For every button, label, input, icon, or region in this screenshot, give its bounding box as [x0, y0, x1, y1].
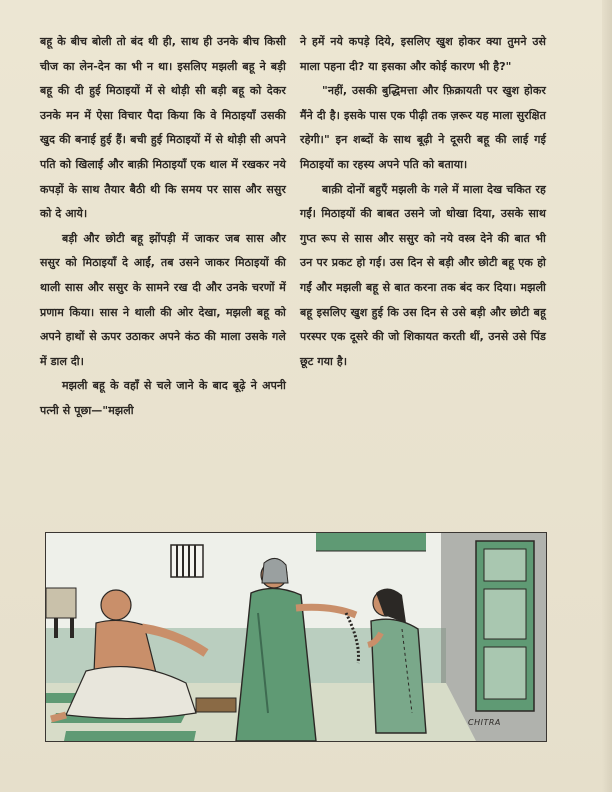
right-paragraph-2: "नहीं, उसकी बुद्धिमत्ता और फ़िक्रायती पर खुश होकर मैंने दी है। इसके पास एक पीढ़ी तक ज़रूर यह माला सुरक्षित रहेगी।" इन शब्दों के साथ बूढ़ी ने दूसरी बहू की लाई गई मिठाइयों का रहस्य अपने पति को बताया। — [300, 84, 546, 171]
right-paragraph-1: ने हमें नये कपड़े दिये, इसलिए खुश होकर क्या तुमने उसे माला पहना दी? या इसका और कोई कारण भी है?" — [300, 35, 546, 73]
page-edge — [602, 0, 612, 792]
illustration-drawing — [46, 533, 546, 741]
text-column-right — [300, 30, 546, 374]
left-paragraph-1: बहू के बीच बोली तो बंद थी ही, साथ ही उनके बीच किसी चीज का लेन-देन का भी न था। इसलिए मझली बहू ने बड़ी बहू की दी हुई मिठाइयों में से थोड़ी सी बड़ी बहू को देकर उनके मन में ऐसा विचार पैदा किया कि वे मिठाइयाँ उसकी खुद की बनाई हुई हैं। बची हुई मिठाइयों में से थोड़ी सी अपने पति को खिलाईं और बाक़ी मिठाइयाँ एक थाल में रखकर नये कपड़ों के साथ तैयार बैठी थी कि समय पर सास और ससुर को दे आये। — [40, 35, 286, 221]
text-column-left — [40, 30, 286, 424]
artist-signature: CHITRA — [468, 718, 501, 727]
left-paragraph-3: मझली बहू के वहाँ से चले जाने के बाद बूढ़े ने अपनी पत्नी से पूछा—"मझली — [40, 379, 286, 417]
right-paragraph-3: बाक़ी दोनों बहुएँ मझली के गले में माला देख चकित रह गईं। मिठाइयों की बाबत उसने जो धोखा दिया, उसके साथ गुप्त रूप से सास और ससुर को नये वस्त्र देने की बात भी उन पर प्रकट हो गई। उस दिन से बड़ी और छोटी बहू एक हो गईं और मझली बहू से बात करना तक बंद कर दिया। मझली बहू इसलिए खुश हुई कि उस दिन से उसे बड़ी और छोटी बहू परस्पर एक दूसरे की जो शिकायत करती थीं, उनसे उसे पिंड छूट गया है। — [300, 182, 546, 368]
left-paragraph-2: बड़ी और छोटी बहू झोंपड़ी में जाकर जब सास और ससुर को मिठाइयाँ दे आईं, तब उसने जाकर मिठाइयों की थाली सास और ससुर के सामने रख दी और उनके चरणों में प्रणाम किया। सास ने थाली की ओर देखा, मझली बहू को अपने हाथों से ऊपर उठाकर अपने कंठ की माला उसके गले में डाल दी। — [40, 231, 286, 368]
story-illustration — [45, 532, 547, 742]
